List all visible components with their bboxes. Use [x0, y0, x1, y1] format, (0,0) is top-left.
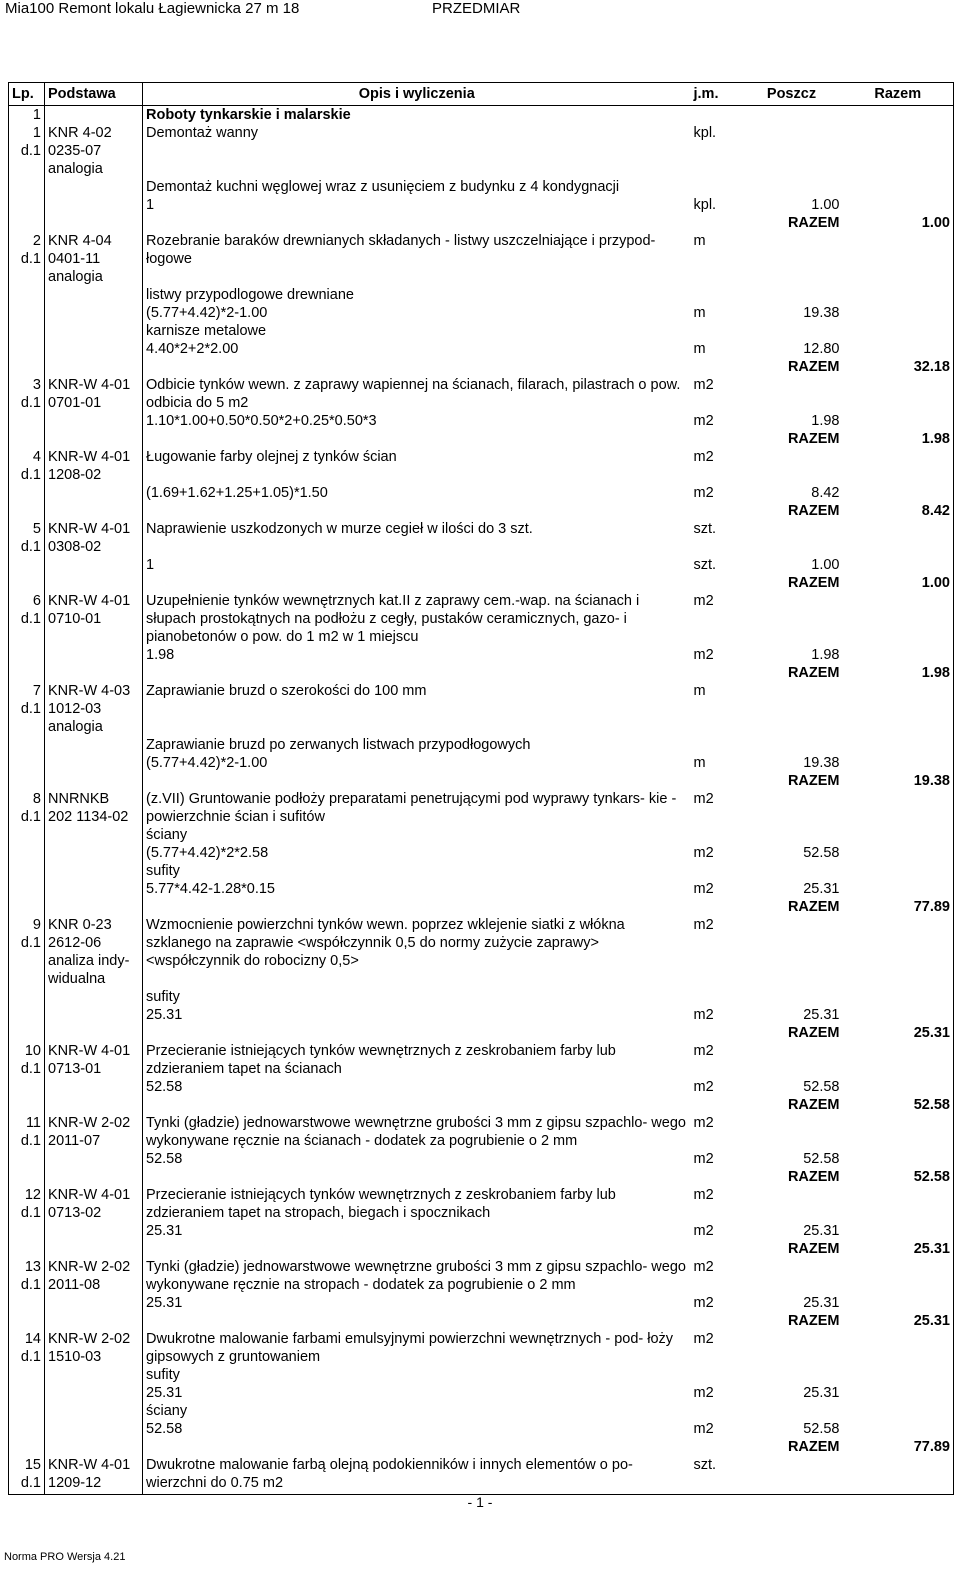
col-header-poszcz: Poszcz	[741, 83, 843, 106]
item-podstawa: KNR-W 4-01 0701-01	[45, 376, 143, 412]
razem-row	[9, 502, 954, 520]
item-row	[9, 1114, 954, 1150]
razem-value: 1.00	[843, 214, 954, 232]
item-description: Demontaż kuchni węglowej wraz z usunięciem z budynku z 4 kondygnacji	[146, 179, 620, 195]
item-lp: 9 d.1	[9, 916, 45, 988]
razem-value: 19.38	[843, 772, 954, 790]
item-row	[9, 448, 954, 484]
item-description: 1.10*1.00+0.50*0.50*2+0.25*0.50*3	[146, 413, 377, 429]
item-unit: m2	[693, 791, 714, 807]
item-lp: 4 d.1	[9, 448, 45, 484]
razem-value: 25.31	[843, 1240, 954, 1258]
item-description: (5.77+4.42)*2-1.00	[146, 305, 268, 321]
razem-label: RAZEM	[787, 359, 840, 375]
item-unit: m	[693, 755, 706, 771]
item-unit: m2	[693, 1079, 714, 1095]
item-unit: m2	[693, 449, 714, 465]
item-quantity: 1.00	[811, 557, 840, 573]
item-unit: m2	[693, 1331, 714, 1347]
item-subrow	[9, 988, 954, 1006]
razem-row	[9, 772, 954, 790]
razem-row	[9, 1240, 954, 1258]
item-quantity	[741, 124, 843, 178]
razem-value: 25.31	[843, 1024, 954, 1042]
item-description: Demontaż wanny	[146, 125, 259, 141]
item-quantity	[741, 1402, 843, 1420]
item-podstawa: KNR-W 4-01 0308-02	[45, 520, 143, 556]
item-subrow	[9, 1402, 954, 1420]
item-unit: m2	[693, 845, 714, 861]
item-unit: szt.	[693, 521, 717, 537]
col-header-lp: Lp.	[9, 83, 45, 106]
item-subrow	[9, 1420, 954, 1438]
item-description: 52.58	[146, 1151, 183, 1167]
item-podstawa: KNR 4-04 0401-11 analogia	[45, 232, 143, 286]
item-quantity	[741, 376, 843, 412]
item-unit: m2	[693, 1043, 714, 1059]
item-description: Uzupełnienie tynków wewnętrznych kat.II z zaprawy cem.-wap. na ścianach i słupach prostokątnych na podłożu z cegły, pustaków ceramicznych, gazo- i pianobetonów o pow. do 1 m2 w 1 miejscu	[146, 593, 640, 645]
item-description: 4.40*2+2*2.00	[146, 341, 239, 357]
item-description: sufity	[146, 863, 180, 879]
item-unit: m2	[693, 647, 714, 663]
item-lp: 2 d.1	[9, 232, 45, 286]
razem-row	[9, 1168, 954, 1186]
item-lp: 12 d.1	[9, 1186, 45, 1222]
item-description: Wzmocnienie powierzchni tynków wewn. poprzez wklejenie siatki z włókna szklanego na zaprawie <współczynnik 0,5 do normy zużycie zaprawy> <współczynnik do robocizny 0,5>	[146, 917, 625, 969]
item-quantity: 1.98	[811, 413, 840, 429]
razem-label: RAZEM	[787, 575, 840, 591]
item-description: Przecieranie istniejących tynków wewnętrznych z zeskrobaniem farby lub zdzieraniem tapet na stropach, biegach i spocznikach	[146, 1187, 616, 1221]
document-type: PRZEDMIAR	[432, 0, 521, 17]
item-description: 5.77*4.42-1.28*0.15	[146, 881, 275, 897]
item-unit: m	[693, 683, 706, 699]
razem-row	[9, 574, 954, 592]
razem-row	[9, 430, 954, 448]
item-row	[9, 376, 954, 412]
table-header-row	[9, 83, 954, 106]
item-row	[9, 682, 954, 736]
item-quantity	[741, 520, 843, 556]
item-subrow	[9, 178, 954, 196]
col-header-podstawa: Podstawa	[45, 83, 143, 106]
item-unit: m2	[693, 413, 714, 429]
razem-value: 1.98	[843, 430, 954, 448]
razem-row	[9, 1024, 954, 1042]
item-quantity: 25.31	[803, 1385, 840, 1401]
item-description: (5.77+4.42)*2-1.00	[146, 755, 268, 771]
item-description: 52.58	[146, 1421, 183, 1437]
razem-value: 52.58	[843, 1168, 954, 1186]
item-subrow	[9, 286, 954, 304]
item-quantity	[741, 1330, 843, 1366]
item-subrow	[9, 826, 954, 844]
item-podstawa: KNR-W 4-01 1209-12	[45, 1456, 143, 1492]
item-quantity	[741, 736, 843, 754]
item-description: karnisze metalowe	[146, 323, 267, 339]
item-subrow	[9, 880, 954, 898]
item-podstawa: KNR-W 4-01 1208-02	[45, 448, 143, 484]
item-unit: m2	[693, 917, 714, 933]
item-podstawa: KNR-W 4-01 0710-01	[45, 592, 143, 646]
item-quantity	[741, 592, 843, 646]
item-unit: kpl.	[693, 125, 717, 141]
item-unit: m2	[693, 1295, 714, 1311]
item-description: Zaprawianie bruzd o szerokości do 100 mm	[146, 683, 427, 699]
item-unit	[691, 988, 741, 1006]
razem-label: RAZEM	[787, 665, 840, 681]
item-quantity: 25.31	[803, 1223, 840, 1239]
item-description: sufity	[146, 989, 180, 1005]
item-podstawa: KNR-W 2-02 2011-08	[45, 1258, 143, 1294]
razem-value: 8.42	[843, 502, 954, 520]
item-quantity: 52.58	[803, 1151, 840, 1167]
item-row	[9, 790, 954, 826]
item-quantity: 19.38	[803, 755, 840, 771]
item-quantity: 1.98	[811, 647, 840, 663]
item-quantity: 52.58	[803, 845, 840, 861]
item-subrow	[9, 736, 954, 754]
page-number: - 1 -	[467, 1494, 493, 1510]
razem-value: 77.89	[843, 898, 954, 916]
item-quantity: 52.58	[803, 1421, 840, 1437]
item-quantity	[741, 1258, 843, 1294]
section-row	[9, 106, 954, 125]
item-row	[9, 592, 954, 646]
item-unit: m2	[693, 1187, 714, 1203]
item-unit: szt.	[693, 1457, 717, 1473]
item-podstawa: NNRNKB 202 1134-02	[45, 790, 143, 826]
item-subrow	[9, 304, 954, 322]
item-row	[9, 520, 954, 556]
item-unit: m2	[693, 1151, 714, 1167]
estimate-table	[8, 82, 954, 1495]
item-description: Odbicie tynków wewn. z zaprawy wapiennej na ścianach, filarach, pilastrach o pow. odbicia do 5 m2	[146, 377, 681, 411]
item-description: Naprawienie uszkodzonych w murze cegieł w ilości do 3 szt.	[146, 521, 533, 537]
razem-value: 32.18	[843, 358, 954, 376]
item-subrow	[9, 862, 954, 880]
item-unit: m2	[693, 1259, 714, 1275]
razem-label: RAZEM	[787, 503, 840, 519]
item-quantity: 25.31	[803, 1295, 840, 1311]
item-quantity	[741, 286, 843, 304]
razem-value: 1.00	[843, 574, 954, 592]
razem-label: RAZEM	[787, 773, 840, 789]
razem-label: RAZEM	[787, 899, 840, 915]
item-quantity	[741, 1042, 843, 1078]
item-subrow	[9, 1006, 954, 1024]
item-quantity	[741, 178, 843, 196]
razem-label: RAZEM	[787, 1439, 840, 1455]
razem-value: 77.89	[843, 1438, 954, 1456]
item-unit: m2	[693, 1115, 714, 1131]
item-podstawa: KNR 0-23 2612-06 analiza indy- widualna	[45, 916, 143, 988]
table-body	[9, 106, 954, 1495]
item-description: ściany	[146, 1403, 188, 1419]
item-description: Tynki (gładzie) jednowarstwowe wewnętrzne grubości 3 mm z gipsu szpachlo- wego wykonywane ręcznie na stropach - dodatek za pogrubienie o 2 mm	[146, 1259, 686, 1293]
item-lp: 1 d.1	[9, 124, 45, 178]
razem-label: RAZEM	[787, 215, 840, 231]
item-quantity	[741, 1186, 843, 1222]
item-subrow	[9, 322, 954, 340]
item-description: Zaprawianie bruzd po zerwanych listwach przypodłogowych	[146, 737, 531, 753]
razem-label: RAZEM	[787, 1241, 840, 1257]
item-quantity: 52.58	[803, 1079, 840, 1095]
item-subrow	[9, 484, 954, 502]
item-row	[9, 1042, 954, 1078]
item-unit: m2	[693, 485, 714, 501]
razem-label: RAZEM	[787, 1169, 840, 1185]
item-quantity	[741, 1456, 843, 1492]
item-subrow	[9, 1384, 954, 1402]
item-description: Dwukrotne malowanie farbą olejną podokienników i innych elementów o po- wierzchni do 0.75 m2	[146, 1457, 633, 1491]
item-unit: m2	[693, 1223, 714, 1239]
item-description: (z.VII) Gruntowanie podłoży preparatami penetrującymi pod wyprawy tynkars- kie - powierzchnie ścian i sufitów	[146, 791, 677, 825]
item-quantity	[741, 448, 843, 484]
item-quantity: 12.80	[803, 341, 840, 357]
item-lp: 3 d.1	[9, 376, 45, 412]
item-quantity	[741, 322, 843, 340]
razem-label: RAZEM	[787, 431, 840, 447]
item-description: Ługowanie farby olejnej z tynków ścian	[146, 449, 397, 465]
item-quantity: 25.31	[803, 881, 840, 897]
item-quantity	[741, 916, 843, 988]
item-unit	[691, 736, 741, 754]
item-podstawa: KNR 4-02 0235-07 analogia	[45, 124, 143, 178]
item-lp: 15 d.1	[9, 1456, 45, 1492]
software-version: Norma PRO Wersja 4.21	[4, 1551, 126, 1563]
razem-row	[9, 214, 954, 232]
item-quantity	[741, 862, 843, 880]
item-quantity	[741, 682, 843, 736]
item-subrow	[9, 1078, 954, 1096]
item-unit: m	[693, 233, 706, 249]
col-header-razem: Razem	[843, 83, 954, 106]
item-description: Dwukrotne malowanie farbami emulsyjnymi powierzchni wewnętrznych - pod- łoży gipsowych z gruntowaniem	[146, 1331, 674, 1365]
razem-row	[9, 1312, 954, 1330]
item-quantity: 25.31	[803, 1007, 840, 1023]
razem-label: RAZEM	[787, 1025, 840, 1041]
item-row	[9, 1330, 954, 1366]
item-row	[9, 1258, 954, 1294]
item-quantity	[741, 1366, 843, 1384]
item-unit: m2	[693, 1421, 714, 1437]
item-description: listwy przypodlogowe drewniane	[146, 287, 354, 303]
item-description: 1	[146, 197, 155, 213]
item-lp: 11 d.1	[9, 1114, 45, 1150]
item-row	[9, 124, 954, 178]
item-podstawa: KNR-W 4-03 1012-03 analogia	[45, 682, 143, 736]
item-unit: m2	[693, 377, 714, 393]
item-subrow	[9, 556, 954, 574]
document-title: Mia100 Remont lokalu Łagiewnicka 27 m 18	[5, 0, 300, 17]
item-unit	[691, 1402, 741, 1420]
item-subrow	[9, 196, 954, 214]
item-subrow	[9, 340, 954, 358]
item-subrow	[9, 844, 954, 862]
item-quantity	[741, 1114, 843, 1150]
item-podstawa: KNR-W 2-02 2011-07	[45, 1114, 143, 1150]
item-subrow	[9, 1294, 954, 1312]
item-quantity: 8.42	[811, 485, 840, 501]
item-subrow	[9, 412, 954, 430]
item-description: 1.98	[146, 647, 175, 663]
item-description: (5.77+4.42)*2*2.58	[146, 845, 269, 861]
item-description: 25.31	[146, 1295, 183, 1311]
item-podstawa: KNR-W 4-01 0713-01	[45, 1042, 143, 1078]
item-unit: m	[693, 341, 706, 357]
item-description: Rozebranie baraków drewnianych składanych - listwy uszczelniające i przypod- łogowe	[146, 233, 656, 267]
section-title: Roboty tynkarskie i malarskie	[146, 107, 351, 123]
item-description: ściany	[146, 827, 188, 843]
item-subrow	[9, 1222, 954, 1240]
item-podstawa: KNR-W 4-01 0713-02	[45, 1186, 143, 1222]
item-subrow	[9, 646, 954, 664]
item-unit: m2	[693, 1385, 714, 1401]
razem-value: 1.98	[843, 664, 954, 682]
item-subrow	[9, 754, 954, 772]
razem-label: RAZEM	[787, 1313, 840, 1329]
item-row	[9, 916, 954, 988]
item-lp: 10 d.1	[9, 1042, 45, 1078]
item-lp: 13 d.1	[9, 1258, 45, 1294]
item-unit: m	[693, 305, 706, 321]
razem-value: 52.58	[843, 1096, 954, 1114]
razem-row	[9, 1096, 954, 1114]
item-subrow	[9, 1366, 954, 1384]
item-lp: 14 d.1	[9, 1330, 45, 1366]
item-unit	[691, 286, 741, 304]
item-unit	[691, 862, 741, 880]
col-header-jm: j.m.	[691, 83, 741, 106]
item-podstawa: KNR-W 2-02 1510-03	[45, 1330, 143, 1366]
razem-row	[9, 1438, 954, 1456]
item-unit: szt.	[693, 557, 717, 573]
item-lp: 5 d.1	[9, 520, 45, 556]
razem-value: 25.31	[843, 1312, 954, 1330]
item-row	[9, 232, 954, 286]
item-unit: m2	[693, 881, 714, 897]
item-row	[9, 1456, 954, 1492]
item-unit: m2	[693, 1007, 714, 1023]
item-row	[9, 1186, 954, 1222]
item-quantity	[741, 232, 843, 286]
item-description: (1.69+1.62+1.25+1.05)*1.50	[146, 485, 328, 501]
razem-label: RAZEM	[787, 1097, 840, 1113]
item-description: Tynki (gładzie) jednowarstwowe wewnętrzne grubości 3 mm z gipsu szpachlo- wego wykonywane ręcznie na ścianach - dodatek za pogrubienie o 2 mm	[146, 1115, 686, 1149]
item-unit	[691, 826, 741, 844]
item-description: 52.58	[146, 1079, 183, 1095]
item-subrow	[9, 1150, 954, 1168]
razem-row	[9, 664, 954, 682]
item-unit: m2	[693, 593, 714, 609]
item-quantity	[741, 988, 843, 1006]
razem-row	[9, 358, 954, 376]
item-quantity: 1.00	[811, 197, 840, 213]
item-description: 1	[146, 557, 155, 573]
item-description: sufity	[146, 1367, 180, 1383]
item-description: 25.31	[146, 1223, 183, 1239]
item-description: Przecieranie istniejących tynków wewnętrznych z zeskrobaniem farby lub zdzieraniem tapet na ścianach	[146, 1043, 616, 1077]
item-quantity	[741, 790, 843, 826]
item-unit	[691, 178, 741, 196]
item-lp: 8 d.1	[9, 790, 45, 826]
item-quantity: 19.38	[803, 305, 840, 321]
item-description: 25.31	[146, 1385, 183, 1401]
item-unit	[691, 322, 741, 340]
item-description: 25.31	[146, 1007, 183, 1023]
item-lp: 7 d.1	[9, 682, 45, 736]
item-lp: 6 d.1	[9, 592, 45, 646]
item-unit: kpl.	[693, 197, 717, 213]
col-header-opis: Opis i wyliczenia	[143, 83, 691, 106]
razem-row	[9, 898, 954, 916]
item-quantity	[741, 826, 843, 844]
item-unit	[691, 1366, 741, 1384]
section-lp: 1	[9, 106, 45, 125]
